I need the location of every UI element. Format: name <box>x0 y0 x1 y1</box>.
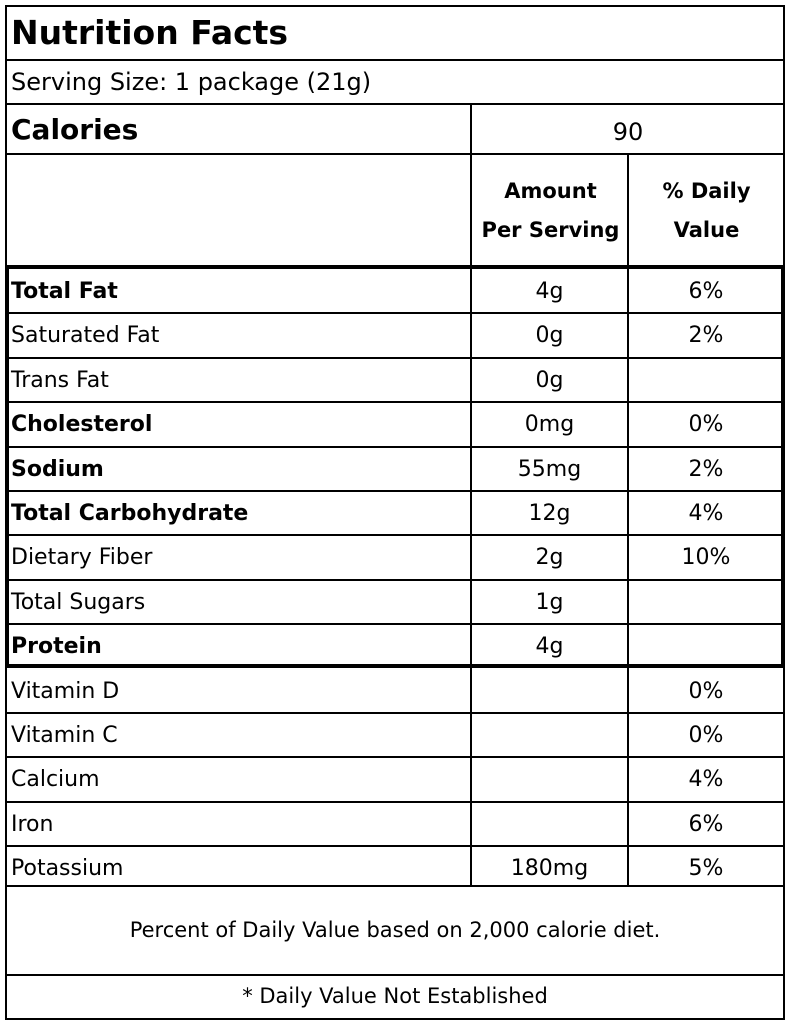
row-name: Total Sugars <box>11 589 146 615</box>
footnote: Percent of Daily Value based on 2,000 calorie diet. <box>129 918 661 942</box>
header-dv-line1: % Daily <box>662 179 751 203</box>
row-name: Calcium <box>11 767 100 793</box>
row-name: Total Carbohydrate <box>11 501 249 526</box>
divider <box>5 103 785 105</box>
divider <box>5 885 785 887</box>
row-divider <box>5 801 785 803</box>
row-divider <box>5 756 785 758</box>
row-name: Potassium <box>11 856 124 882</box>
row-amount: 0g <box>535 367 564 393</box>
row-amount: 55mg <box>517 456 582 482</box>
divider <box>5 974 785 976</box>
row-amount: 4g <box>535 634 564 660</box>
thick-box-top <box>5 265 785 269</box>
thick-box-left <box>5 265 9 668</box>
row-daily-value: 0% <box>688 723 724 748</box>
divider <box>5 59 785 61</box>
row-name: Cholesterol <box>11 412 153 438</box>
row-daily-value: 10% <box>681 545 731 571</box>
row-name: Vitamin D <box>11 678 120 704</box>
row-daily-value: 0% <box>688 412 724 438</box>
row-daily-value: 4% <box>688 501 724 526</box>
row-name: Iron <box>11 811 54 837</box>
row-daily-value: 6% <box>688 279 724 304</box>
serving-size: Serving Size: 1 package (21g) <box>11 68 372 96</box>
row-daily-value: 2% <box>688 456 724 482</box>
row-name: Saturated Fat <box>11 323 160 349</box>
row-divider <box>5 712 785 714</box>
row-divider <box>5 312 785 314</box>
row-amount: 180mg <box>510 856 589 882</box>
row-name: Protein <box>11 634 102 660</box>
row-amount: 1g <box>535 589 564 615</box>
row-amount: 2g <box>535 545 564 571</box>
row-name: Sodium <box>11 456 104 482</box>
row-divider <box>5 579 785 581</box>
row-daily-value: 2% <box>688 323 724 349</box>
row-divider <box>5 490 785 492</box>
column-divider <box>470 103 472 886</box>
calories-value: 90 <box>612 118 644 146</box>
border-top <box>5 5 785 7</box>
header-amount-line2: Per Serving <box>481 218 620 242</box>
divider <box>5 153 785 155</box>
border-bottom <box>5 1018 785 1020</box>
daily-value-note: * Daily Value Not Established <box>242 984 548 1008</box>
calories-label: Calories <box>11 113 139 146</box>
row-daily-value: 5% <box>688 856 724 882</box>
row-divider <box>5 357 785 359</box>
row-daily-value: 4% <box>688 767 724 793</box>
row-divider <box>5 623 785 625</box>
row-divider <box>5 534 785 536</box>
header-dv-line2: Value <box>673 218 740 242</box>
row-name: Vitamin C <box>11 723 118 748</box>
row-divider <box>5 401 785 403</box>
row-amount: 4g <box>535 279 564 304</box>
row-name: Total Fat <box>11 279 118 304</box>
row-daily-value: 0% <box>688 678 724 704</box>
header-amount-line1: Amount <box>504 179 597 203</box>
row-amount: 0mg <box>524 412 575 438</box>
thick-box-bottom <box>5 664 785 668</box>
row-divider <box>5 446 785 448</box>
row-name: Dietary Fiber <box>11 545 153 571</box>
label-title: Nutrition Facts <box>11 13 289 52</box>
row-amount: 0g <box>535 323 564 349</box>
row-name: Trans Fat <box>11 367 109 393</box>
row-divider <box>5 845 785 847</box>
row-daily-value: 6% <box>688 811 724 837</box>
row-amount: 12g <box>528 501 571 526</box>
